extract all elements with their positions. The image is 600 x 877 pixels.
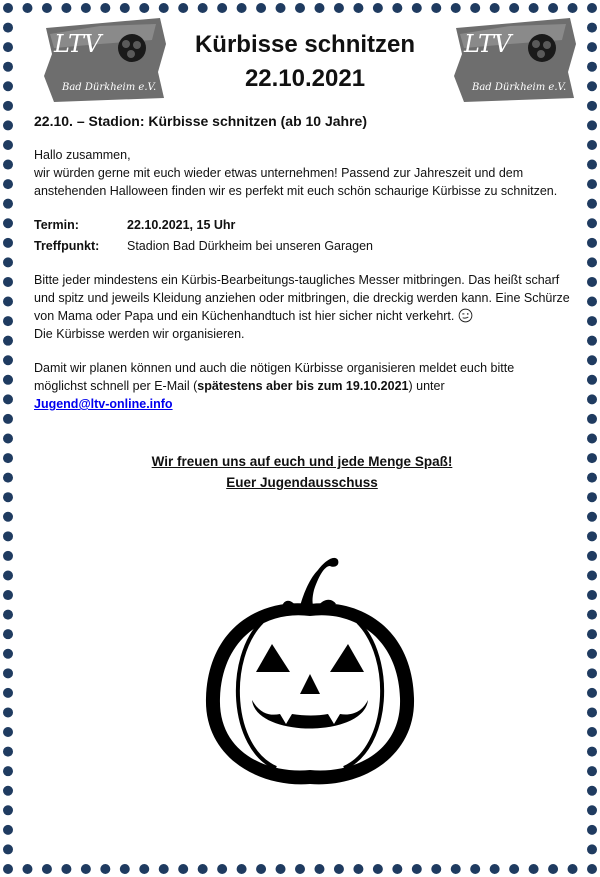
border-dot <box>3 199 13 209</box>
border-dot <box>3 649 13 659</box>
border-dot <box>568 3 578 13</box>
border-dot <box>587 825 597 835</box>
border-dot <box>587 355 597 365</box>
ltv-logo-right <box>450 14 580 104</box>
greeting: Hallo zusammen, <box>34 148 131 162</box>
border-dot <box>334 3 344 13</box>
border-dot <box>81 3 91 13</box>
border-dot <box>100 864 110 874</box>
event-subtitle: 22.10. – Stadion: Kürbisse schnitzen (ab 10 Jahre) <box>34 113 367 129</box>
border-dot <box>490 3 500 13</box>
border-dot <box>3 120 13 130</box>
border-dot <box>587 81 597 91</box>
border-dot <box>120 864 130 874</box>
border-dot <box>3 3 13 13</box>
registration-deadline: spätestens aber bis zum 19.10.2021 <box>197 379 409 393</box>
border-dot <box>587 766 597 776</box>
border-dot <box>3 453 13 463</box>
border-dot <box>3 179 13 189</box>
treffpunkt-label: Treffpunkt: <box>34 239 100 253</box>
border-dot <box>587 610 597 620</box>
border-dot <box>159 864 169 874</box>
border-dot <box>3 238 13 248</box>
border-dot <box>42 3 52 13</box>
border-dot <box>3 707 13 717</box>
registration-paragraph <box>34 359 570 413</box>
border-dot <box>587 238 597 248</box>
border-dot <box>3 277 13 287</box>
border-dot <box>217 864 227 874</box>
border-dot <box>139 864 149 874</box>
organize-text: Die Kürbisse werden wir organisieren. <box>34 327 245 341</box>
border-dot <box>159 3 169 13</box>
border-dot <box>587 688 597 698</box>
border-dot <box>3 551 13 561</box>
border-dot <box>587 747 597 757</box>
border-dot <box>587 649 597 659</box>
svg-text:LTV: LTV <box>54 30 102 58</box>
border-dot <box>587 727 597 737</box>
border-dot <box>3 414 13 424</box>
detail-row-termin <box>34 216 570 234</box>
page-title <box>160 28 450 96</box>
border-dot <box>3 140 13 150</box>
border-dot <box>3 492 13 502</box>
border-dot <box>3 336 13 346</box>
border-dot <box>470 864 480 874</box>
border-dot <box>139 3 149 13</box>
border-dot <box>587 140 597 150</box>
svg-text:LTV: LTV <box>464 30 512 58</box>
border-dot <box>587 62 597 72</box>
border-dot <box>3 629 13 639</box>
border-dot <box>3 786 13 796</box>
border-dot <box>3 434 13 444</box>
border-dot <box>529 864 539 874</box>
border-dot <box>587 120 597 130</box>
border-dot <box>587 668 597 678</box>
border-dot <box>3 727 13 737</box>
border-dot <box>178 3 188 13</box>
border-dot <box>314 864 324 874</box>
closing <box>34 451 570 493</box>
border-dot <box>22 864 32 874</box>
border-dot <box>276 864 286 874</box>
border-dot <box>412 864 422 874</box>
border-dot <box>3 747 13 757</box>
border-dot <box>276 3 286 13</box>
border-dot <box>3 610 13 620</box>
event-details <box>34 216 570 255</box>
termin-value: 22.10.2021, 15 Uhr <box>127 218 236 232</box>
border-dot <box>120 3 130 13</box>
border-dot <box>3 160 13 170</box>
border-dot <box>392 3 402 13</box>
border-dot <box>3 512 13 522</box>
border-dot <box>392 864 402 874</box>
border-dot <box>3 473 13 483</box>
closing-line-1: Wir freuen uns auf euch und jede Menge Spaß! <box>151 454 453 469</box>
border-dot <box>237 864 247 874</box>
border-dot <box>256 864 266 874</box>
border-dot <box>81 864 91 874</box>
border-dot <box>587 844 597 854</box>
intro-text: wir würden gerne mit euch wieder etwas unternehmen! Passend zur Jahreszeit und dem anstehenden Halloween finden wir es perfekt mit euch schön schaurige Kürbisse zu schnitzen. <box>34 166 558 198</box>
border-dot <box>3 62 13 72</box>
border-dot <box>412 3 422 13</box>
border-dot <box>587 277 597 287</box>
border-dot <box>587 257 597 267</box>
border-dot <box>587 336 597 346</box>
bring-paragraph <box>34 271 570 343</box>
border-dot <box>3 864 13 874</box>
closing-line-2: Euer Jugendausschuss <box>226 475 378 490</box>
border-dot <box>198 3 208 13</box>
border-dot <box>509 3 519 13</box>
border-dot <box>100 3 110 13</box>
border-dot <box>3 766 13 776</box>
border-dot <box>3 844 13 854</box>
border-dot <box>256 3 266 13</box>
border-dot <box>587 570 597 580</box>
border-dot <box>490 864 500 874</box>
border-dot <box>178 864 188 874</box>
border-dot <box>587 629 597 639</box>
border-dot <box>431 864 441 874</box>
border-dot <box>548 864 558 874</box>
border-dot <box>3 316 13 326</box>
border-dot <box>3 394 13 404</box>
border-dot <box>587 199 597 209</box>
letter-body <box>34 112 570 493</box>
border-dot <box>217 3 227 13</box>
title-line-1: Kürbisse schnitzen <box>194 31 416 58</box>
border-dot <box>587 101 597 111</box>
border-dot <box>3 805 13 815</box>
border-dot <box>587 316 597 326</box>
border-dot <box>587 375 597 385</box>
border-dot <box>198 864 208 874</box>
border-dot <box>373 3 383 13</box>
border-dot <box>3 570 13 580</box>
border-dot <box>587 179 597 189</box>
border-dot <box>509 864 519 874</box>
border-dot <box>314 3 324 13</box>
border-dot <box>373 864 383 874</box>
border-dot <box>587 707 597 717</box>
border-dot <box>587 23 597 33</box>
border-dot <box>587 3 597 13</box>
jack-o-lantern-icon <box>200 548 420 788</box>
svg-text:Bad Dürkheim e.V.: Bad Dürkheim e.V. <box>62 82 157 93</box>
border-dot <box>3 531 13 541</box>
border-dot <box>237 3 247 13</box>
title-line-2: 22.10.2021 <box>244 65 366 92</box>
border-dot <box>3 42 13 52</box>
border-dot <box>587 473 597 483</box>
border-dot <box>587 414 597 424</box>
border-dot <box>61 3 71 13</box>
email-link[interactable]: Jugend@ltv-online.info <box>34 397 173 411</box>
border-dot <box>587 492 597 502</box>
border-dot <box>3 257 13 267</box>
border-dot <box>295 864 305 874</box>
border-dot <box>587 786 597 796</box>
border-dot <box>3 825 13 835</box>
border-dot <box>3 23 13 33</box>
border-dot <box>529 3 539 13</box>
border-dot <box>61 864 71 874</box>
border-dot <box>587 805 597 815</box>
border-dot <box>587 42 597 52</box>
border-dot <box>42 864 52 874</box>
border-dot <box>587 512 597 522</box>
border-dot <box>587 864 597 874</box>
border-dot <box>587 531 597 541</box>
border-dot <box>431 3 441 13</box>
border-dot <box>587 590 597 600</box>
registration-text-before: Damit wir planen können und auch die nötigen Kürbisse organisieren meldet euch bitte möglichst schnell per E-Mail ( <box>34 361 515 393</box>
bring-text: Bitte jeder mindestens ein Kürbis-Bearbeitungs-taugliches Messer mitbringen. Das heißt scharf und spitz und jeweils Kleidung anziehen oder mitbringen, die dreckig werden kann. Eine Schürze von Mama oder Papa und ein Küchenhandtuch ist hier sicher nicht verkehrt. <box>34 273 570 323</box>
border-dot <box>334 864 344 874</box>
border-dot <box>587 453 597 463</box>
border-dot <box>3 668 13 678</box>
detail-row-treffpunkt <box>34 237 570 255</box>
border-dot <box>451 3 461 13</box>
border-dot <box>353 864 363 874</box>
border-dot <box>3 375 13 385</box>
border-dot <box>548 3 558 13</box>
border-dot <box>3 81 13 91</box>
border-dot <box>470 3 480 13</box>
border-dot <box>3 688 13 698</box>
intro-paragraph <box>34 146 570 200</box>
winking-smiley-icon <box>458 308 473 323</box>
border-dot <box>353 3 363 13</box>
border-dot <box>3 355 13 365</box>
border-dot <box>587 218 597 228</box>
border-dot <box>3 590 13 600</box>
border-dot <box>568 864 578 874</box>
svg-text:Bad Dürkheim e.V.: Bad Dürkheim e.V. <box>472 82 567 93</box>
termin-label: Termin: <box>34 218 79 232</box>
border-dot <box>451 864 461 874</box>
border-dot <box>587 394 597 404</box>
registration-text-after: ) unter <box>408 379 445 393</box>
border-dot <box>587 160 597 170</box>
border-dot <box>295 3 305 13</box>
border-dot <box>587 434 597 444</box>
border-dot <box>22 3 32 13</box>
border-dot <box>587 297 597 307</box>
treffpunkt-value: Stadion Bad Dürkheim bei unseren Garagen <box>127 239 373 253</box>
border-dot <box>3 101 13 111</box>
ltv-logo-left <box>40 14 170 104</box>
border-dot <box>3 297 13 307</box>
border-dot <box>587 551 597 561</box>
border-dot <box>3 218 13 228</box>
